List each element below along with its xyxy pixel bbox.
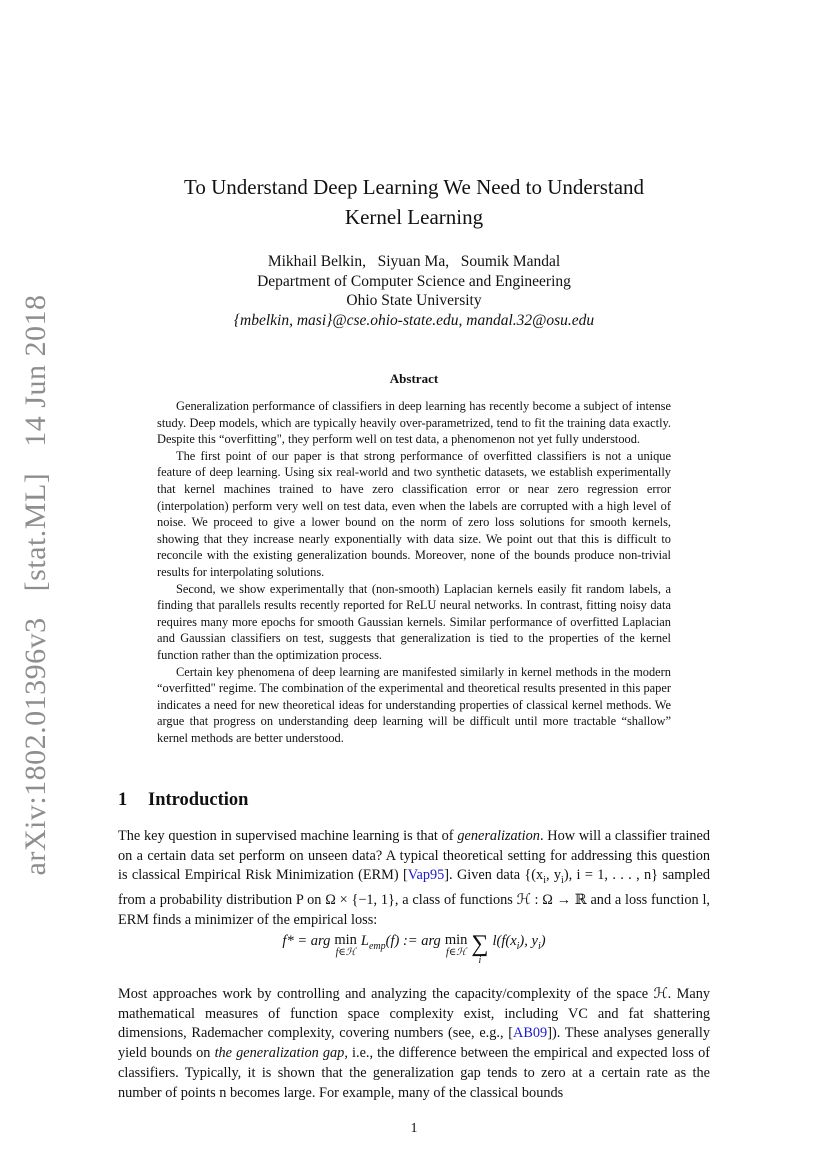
eq-lhs: f* = arg [282, 933, 331, 949]
text-run: ]. Given data {(x [444, 867, 544, 884]
abstract-paragraph: Certain key phenomena of deep learning are manifested similarly in kernel methods in the modern “overfitted" regime. The combination of the experimental and theoretical results presented in this paper indicates a need for new theoretical ideas for understanding properties of classical kernel methods. We argue that progress on understanding deep learning will be difficult until more tractable “shallow” kernel methods are better understood. [157, 664, 671, 745]
eq-sum [471, 933, 488, 967]
author-names: Mikhail Belkin, Siyuan Ma, Soumik Mandal [267, 253, 561, 270]
sum-symbol: ∑ [471, 931, 489, 957]
eq-loss-rest: (f) := arg [385, 933, 441, 949]
author-block [118, 252, 710, 330]
eq-rhs [492, 933, 545, 952]
emphasis-text: the generalization gap [214, 1045, 345, 1062]
text-run: Most approaches work by controlling and analyzing the capacity/complexity of the space ℋ. Many mathematical measures of function space complexity exist, including VC and fat shattering dimensions, Rademacher complexity, covering numbers (see, e.g., [ [118, 986, 710, 1042]
sum-subscript: i [478, 955, 482, 966]
text-run: . How will a classifier trained on a certain data set perform on unseen data? A typical theoretical setting for addressing this question is classical Empirical Risk Minimization (ERM) [ [118, 828, 710, 884]
page-number: 1 [410, 1121, 418, 1136]
text-run: , i.e., the difference between the empirical and expected loss of classifiers. Typically, it is shown that the generalization gap tends to zero at a certain rate as the number of points n becomes large. For example, many of the classical bounds [118, 1045, 710, 1101]
abstract-heading: Abstract [389, 371, 439, 386]
section-number: 1 [118, 790, 128, 810]
eq-min-label: min [334, 932, 357, 948]
author-department: Department of Computer Science and Engineering [257, 272, 571, 290]
author-university: Ohio State University [346, 292, 482, 309]
emphasis-text: generalization [457, 828, 540, 844]
intro-paragraph-1 [118, 827, 710, 930]
abstract-paragraph: Second, we show experimentally that (non-smooth) Laplacian kernels easily fit random labels, a finding that parallels results recently reported for ReLU neural networks. In contrast, fitting noisy data requires many more epochs for smooth Gaussian kernels. Similar performance of overfitted Laplacian and Gaussian classifiers on test, suggests that generalization is tied to the properties of the kernel function rather than the optimization process. [157, 581, 671, 662]
eq-rhs-text: l(f(x [492, 933, 517, 949]
text-run: ]). These analyses generally yield bounds on [118, 1025, 710, 1062]
eq-loss [361, 933, 441, 952]
arxiv-identifier-sidebar [19, 286, 53, 885]
eq-argmin-1 [334, 933, 357, 959]
eq-loss-symbol: L [360, 933, 369, 949]
title-line-2: Kernel Learning [344, 205, 484, 229]
section-title: Introduction [148, 790, 249, 810]
eq-min-subscript: f∈ℋ [335, 947, 356, 958]
text-run: , y [545, 867, 562, 884]
eq-loss-subscript: emp [368, 940, 386, 952]
eq-min-label: min [444, 932, 468, 948]
math-subscript: i [543, 875, 546, 887]
eq-argmin-2 [445, 933, 468, 959]
erm-equation [118, 933, 710, 967]
eq-rhs-subscript: i [537, 940, 541, 952]
arxiv-id: arXiv:1802.01396v3 [19, 617, 52, 876]
abstract-body [157, 398, 671, 746]
paper-title [118, 172, 710, 232]
title-line-1: To Understand Deep Learning We Need to Understand [183, 175, 645, 199]
text-run: The key question in supervised machine learning is that of [118, 828, 458, 844]
abstract-paragraph: The first point of our paper is that strong performance of overfitted classifiers is not a unique feature of deep learning. Using six real-world and two synthetic datasets, we establish experimentally that kernel machines trained to have zero classification error or near zero regression error (interpolation) perform very well on test data, even when the labels are corrupted with a high level of noise. We proceed to give a lower bound on the norm of zero loss solutions for smooth kernels, showing that they increase nearly exponentially with data size. We point out that this is difficult to reconcile with the existing generalization bounds. Moreover, none of the bounds produce non-trivial results for interpolating solutions. [157, 448, 671, 579]
eq-rhs-text: ), y [519, 933, 538, 949]
section-heading [118, 790, 248, 811]
citation-link-vap95[interactable]: Vap95 [407, 867, 445, 884]
arxiv-category: [stat.ML] [19, 472, 52, 592]
math-subscript: i [561, 875, 564, 887]
citation-link-ab09[interactable]: AB09 [513, 1025, 548, 1042]
arxiv-date: 14 Jun 2018 [19, 294, 52, 447]
text-run: ), i = 1, . . . , n} sampled from a probability distribution P on Ω × {−1, 1}, a class of functions ℋ : Ω → ℝ and a loss function l, ERM finds a minimizer of the empirical loss: [118, 867, 711, 928]
author-emails: {mbelkin, masi}@cse.ohio-state.edu, mandal.32@osu.edu [233, 311, 595, 329]
eq-min-subscript: f∈ℋ [446, 947, 467, 958]
abstract-paragraph: Generalization performance of classifiers in deep learning has recently become a subject of intense study. Deep models, which are typically heavily over-parametrized, tend to fit the training data exactly. Despite this “overfitting", they perform well on test data, a phenomenon not yet fully understood. [157, 399, 671, 447]
intro-paragraph-2 [118, 985, 710, 1103]
eq-rhs-text: ) [540, 933, 546, 949]
eq-rhs-subscript: i [516, 940, 520, 952]
